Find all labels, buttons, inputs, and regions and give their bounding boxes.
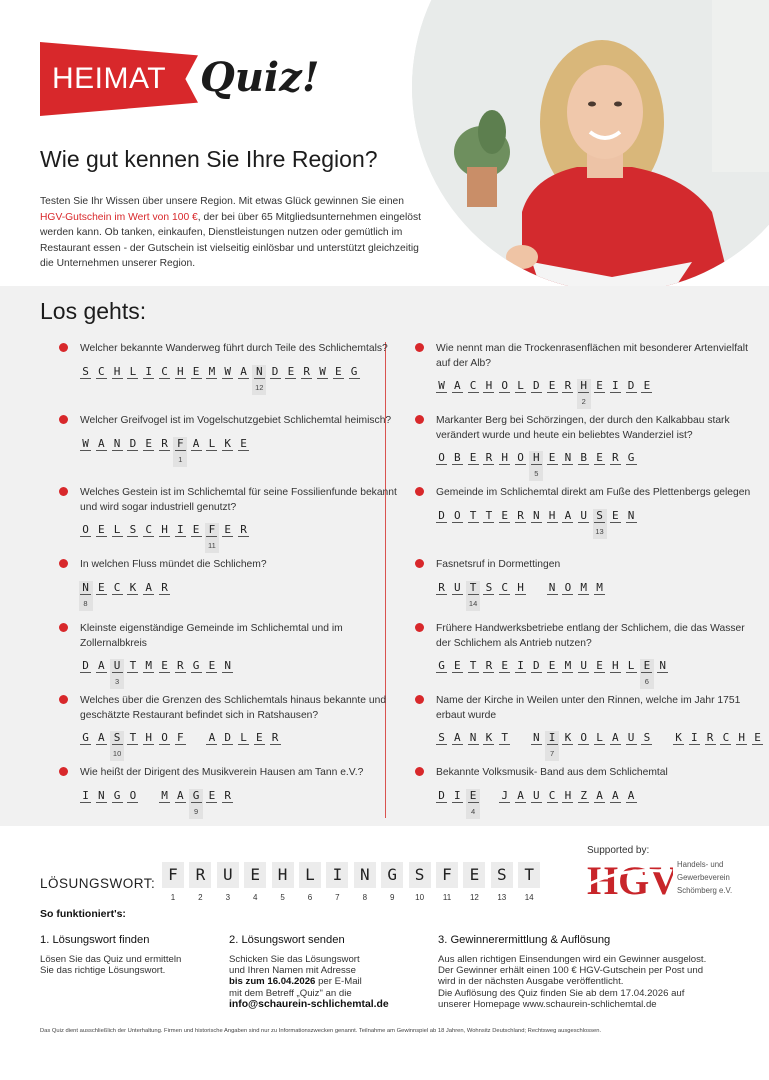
answer-letter: E — [641, 379, 652, 393]
answer-letter: N — [254, 365, 265, 379]
hint-number: 4 — [471, 806, 476, 816]
bullet-icon — [59, 343, 68, 352]
answer-letter: T — [483, 509, 494, 523]
answer-letter: K — [562, 731, 573, 745]
answer-letter: C — [159, 365, 170, 379]
answer-row — [436, 789, 756, 817]
answer-letter: O — [127, 789, 138, 803]
bullet-icon — [415, 623, 424, 632]
answer-letter: C — [468, 379, 479, 393]
answer-letter: A — [143, 581, 154, 595]
answer-letter: E — [499, 509, 510, 523]
answer-letter: O — [159, 731, 170, 745]
step-1: 1. Lösungswort finden Lösen Sie das Quiz und ermitteln Sie das richtige Lösungswort. — [40, 934, 182, 977]
answer-letter: B — [452, 451, 463, 465]
answer-letter: S — [436, 731, 447, 745]
answer-row — [436, 731, 761, 759]
answer-letter: A — [562, 509, 573, 523]
answer-letter: A — [515, 789, 526, 803]
answer-letter: N — [562, 451, 573, 465]
answer-letter: M — [594, 581, 605, 595]
bullet-icon — [59, 487, 68, 496]
hint-number: 2 — [581, 397, 586, 406]
answer-letter: G — [626, 451, 637, 465]
answer-row — [80, 523, 400, 551]
bullet-icon — [59, 767, 68, 776]
answer-letter: A — [96, 659, 107, 673]
answer-letter: L — [112, 523, 123, 537]
answer-letter: C — [112, 581, 123, 595]
answer-letter: W — [222, 365, 233, 379]
solution-letter: H — [272, 862, 294, 888]
question-item — [80, 622, 400, 687]
answer-letter: S — [127, 523, 138, 537]
answer-letter: N — [626, 509, 637, 523]
answer-letter: U — [112, 659, 123, 673]
answer-letter: F — [175, 731, 186, 745]
answer-letter: G — [191, 659, 202, 673]
answer-letter: E — [594, 451, 605, 465]
answer-letter: N — [222, 659, 233, 673]
bullet-icon — [59, 559, 68, 568]
answer-letter: U — [578, 509, 589, 523]
question-text: Welches über die Grenzen des Schlichemtals hinaus bekannte und geschätzte Restaurant befindet sich in Ratshausen? — [80, 695, 387, 721]
answer-letter: W — [436, 379, 447, 393]
hint-number: 6 — [644, 677, 649, 686]
answer-letter: S — [80, 365, 91, 379]
answer-letter: E — [96, 523, 107, 537]
hint-number: 13 — [595, 526, 604, 536]
contact-email: info@schaurein-schlichemtal.de — [229, 998, 389, 1010]
answer-letter: D — [531, 659, 542, 673]
woman-photo — [412, 0, 769, 292]
hint-number: 14 — [468, 598, 478, 608]
answer-letter: E — [96, 581, 107, 595]
answer-letter: D — [270, 365, 281, 379]
answer-row — [80, 365, 400, 393]
answer-letter: H — [143, 731, 154, 745]
answer-letter: U — [531, 789, 542, 803]
question-item — [436, 622, 756, 687]
solution-letter: S — [409, 862, 431, 888]
solution-number: 5 — [280, 893, 285, 902]
hint-number: 1 — [178, 454, 183, 464]
answer-letter: B — [578, 451, 589, 465]
solution-number: 11 — [442, 893, 452, 902]
answer-letter: A — [610, 731, 621, 745]
answer-letter: J — [499, 789, 510, 803]
answer-letter: M — [159, 789, 170, 803]
answer-letter: R — [436, 581, 447, 595]
question-item — [80, 414, 400, 465]
section-title: Los gehts: — [40, 298, 147, 324]
answer-letter: N — [657, 659, 668, 673]
answer-letter: R — [175, 659, 186, 673]
answer-row — [436, 451, 756, 479]
answer-letter: K — [127, 581, 138, 595]
answer-letter: T — [468, 581, 479, 595]
answer-letter: L — [594, 731, 605, 745]
question-item — [80, 766, 400, 817]
answer-letter: F — [175, 437, 186, 451]
answer-letter: N — [531, 509, 542, 523]
solution-letter: T — [518, 862, 540, 888]
question-item — [436, 342, 756, 407]
answer-letter: E — [238, 437, 249, 451]
answer-letter: H — [531, 451, 542, 465]
hgv-logo-text: HGV — [587, 858, 673, 900]
answer-row — [80, 581, 400, 609]
answer-letter: A — [96, 437, 107, 451]
answer-letter: A — [191, 437, 202, 451]
answer-letter: E — [452, 659, 463, 673]
hint-number: 3 — [115, 677, 120, 686]
answer-letter: H — [736, 731, 747, 745]
answer-letter: S — [112, 731, 123, 745]
answer-letter: O — [499, 379, 510, 393]
answer-letter: T — [468, 509, 479, 523]
answer-row — [80, 437, 400, 465]
solution-number: 13 — [497, 893, 507, 902]
answer-letter: E — [468, 451, 479, 465]
answer-letter: R — [222, 789, 233, 803]
answer-letter: U — [626, 731, 637, 745]
solution-number: 12 — [469, 893, 479, 902]
answer-letter: A — [452, 731, 463, 745]
answer-letter: E — [191, 523, 202, 537]
solution-number: 7 — [335, 893, 340, 902]
answer-letter: N — [96, 789, 107, 803]
answer-letter: D — [626, 379, 637, 393]
answer-letter: T — [127, 731, 138, 745]
question-text: Fasnetsruf in Dormettingen — [436, 559, 561, 570]
solution-letter: N — [354, 862, 376, 888]
answer-letter: R — [483, 659, 494, 673]
solution-number: 3 — [225, 893, 231, 902]
hint-number: 10 — [112, 749, 122, 758]
solution-letter: G — [381, 862, 403, 888]
answer-letter: L — [626, 659, 637, 673]
answer-row — [80, 731, 400, 759]
question-item — [80, 694, 400, 759]
answer-letter: S — [641, 731, 652, 745]
answer-letter: I — [610, 379, 621, 393]
answer-letter: G — [112, 789, 123, 803]
answer-row — [80, 659, 400, 687]
hint-number: 5 — [534, 469, 539, 478]
answer-letter: L — [238, 731, 249, 745]
question-text: Markanter Berg bei Schörzingen, der durch den Kalkabbau stark verändert wurde und heute ein beliebtes Wanderziel ist? — [436, 415, 730, 441]
hint-number: 7 — [550, 749, 555, 758]
answer-letter: M — [143, 659, 154, 673]
question-item — [80, 486, 400, 551]
question-item — [436, 766, 756, 817]
answer-row — [436, 581, 756, 609]
answer-letter: E — [610, 509, 621, 523]
bullet-icon — [59, 695, 68, 704]
answer-letter: I — [452, 789, 463, 803]
answer-letter: G — [349, 365, 360, 379]
answer-letter: D — [531, 379, 542, 393]
question-text: Welcher Greifvogel ist im Vogelschutzgebiet Schlichemtal heimisch? — [80, 415, 392, 426]
answer-letter: W — [317, 365, 328, 379]
answer-letter: K — [222, 437, 233, 451]
answer-letter: G — [191, 789, 202, 803]
answer-letter: Z — [578, 789, 589, 803]
answer-letter: I — [515, 659, 526, 673]
question-item — [80, 558, 400, 609]
footer-disclaimer: Das Quiz dient ausschließlich der Unterhaltung. Firmen und historische Angaben sind nur zu Informationszwecken genannt. Teilnahme am Gewinnspiel ab 18 Jahren, Wohnsitz Deutschland; Rechtsweg ausgeschlossen. — [40, 1028, 602, 1034]
headline: Wie gut kennen Sie Ihre Region? — [40, 146, 378, 172]
hint-number: 12 — [255, 382, 264, 392]
question-text: Name der Kirche in Weilen unter den Rinnen, welche im Jahr 1751 erbaut wurde — [436, 695, 741, 721]
answer-letter: E — [333, 365, 344, 379]
answer-letter: R — [515, 509, 526, 523]
answer-letter: N — [547, 581, 558, 595]
answer-letter: O — [80, 523, 91, 537]
answer-letter: O — [436, 451, 447, 465]
how-it-works-title: So funktioniert's: — [40, 908, 126, 920]
answer-letter: N — [468, 731, 479, 745]
bullet-icon — [415, 695, 424, 704]
bullet-icon — [415, 343, 424, 352]
question-text: Welcher bekannte Wanderweg führt durch Teile des Schlichemtals? — [80, 343, 388, 354]
answer-letter: H — [610, 659, 621, 673]
answer-letter: M — [578, 581, 589, 595]
answer-letter: H — [515, 581, 526, 595]
answer-letter: O — [452, 509, 463, 523]
answer-letter: A — [96, 731, 107, 745]
answer-letter: E — [159, 659, 170, 673]
question-item — [436, 414, 756, 479]
answer-letter: R — [270, 731, 281, 745]
bullet-icon — [415, 767, 424, 776]
answer-letter: L — [515, 379, 526, 393]
hint-number: 8 — [83, 598, 88, 608]
answer-letter: D — [436, 509, 447, 523]
bullet-icon — [415, 487, 424, 496]
logo-quiz-text: Quiz! — [200, 54, 320, 101]
answer-letter: O — [515, 451, 526, 465]
solution-number: 8 — [362, 893, 368, 902]
answer-letter: R — [610, 451, 621, 465]
solution-letter: E — [244, 862, 266, 888]
answer-letter: N — [80, 581, 91, 595]
solution-letter: F — [436, 862, 458, 888]
answer-letter: R — [301, 365, 312, 379]
bullet-icon — [59, 623, 68, 632]
answer-letter: R — [705, 731, 716, 745]
answer-letter: T — [468, 659, 479, 673]
logo-heimat-text: HEIMAT — [52, 62, 167, 95]
answer-letter: E — [499, 659, 510, 673]
answer-letter: E — [206, 659, 217, 673]
answer-letter: A — [238, 365, 249, 379]
question-text: Welches Gestein ist im Schlichemtal für seine Fossilienfunde bekannt und wird sogar industriell genutzt? — [80, 487, 397, 513]
question-text: Frühere Handwerksbetriebe entlang der Schlichem, die das Wasser der Schlichem als Antrieb nutzen? — [436, 623, 745, 649]
voucher-highlight: HGV-Gutschein im Wert von 100 € — [40, 211, 198, 223]
solution-number: 1 — [170, 893, 176, 902]
answer-letter: E — [594, 379, 605, 393]
solution-letter: F — [162, 862, 184, 888]
answer-letter: N — [112, 437, 123, 451]
bullet-icon — [415, 559, 424, 568]
answer-letter: L — [206, 437, 217, 451]
step-3: 3. Gewinnerermittlung & Auflösung Aus allen richtigen Einsendungen wird ein Gewinner ausgelost. Der Gewinner erhält einen 100 € HGV-Gutschein per Post und wird in der nächsten Ausgabe veröffentlicht. Die Auflösung des Quiz finden Sie ab dem 17.04.2026 auf unserer Homepage www.schaurein-schlichemtal.de — [438, 934, 707, 1010]
solution-number: 4 — [252, 893, 258, 902]
answer-letter: E — [143, 437, 154, 451]
step-2: 2. Lösungswort senden Schicken Sie das Lösungswort und Ihren Namen mit Adresse bis zum 16.04.2026 per E-Mail mit dem Betreff „Quiz" an die info@schaurein-schlichemtal.de — [229, 934, 389, 1010]
answer-letter: I — [80, 789, 91, 803]
solution-label: LÖSUNGSWORT: — [40, 876, 156, 891]
question-item — [436, 486, 756, 537]
answer-letter: E — [206, 789, 217, 803]
hint-number: 9 — [194, 806, 199, 816]
solution-letter: R — [189, 862, 211, 888]
answer-letter: E — [468, 789, 479, 803]
answer-letter: M — [206, 365, 217, 379]
solution-letter: S — [491, 862, 513, 888]
answer-letter: H — [547, 509, 558, 523]
answer-letter: A — [626, 789, 637, 803]
solution-number: 6 — [307, 893, 313, 902]
answer-letter: H — [578, 379, 589, 393]
answer-letter: C — [720, 731, 731, 745]
supported-by-label: Supported by: — [587, 845, 650, 856]
question-text: Gemeinde im Schlichemtal direkt am Fuße des Plettenbergs gelegen — [436, 487, 751, 498]
answer-letter: T — [499, 731, 510, 745]
intro-text: Testen Sie Ihr Wissen über unsere Region. Mit etwas Glück gewinnen Sie einen HGV-Gutschein im Wert von 100 €, der bei über 65 Mitgliedsunternehmen eingelöst werden kann. Ob tanken, einkaufen, Dienstleistungen nutzen oder gemütlich im Restaurant essen - der Gutschein ist vielseitig einlösbar und unterstützt gleichzeitig die Unternehmen unserer Region. — [40, 196, 422, 269]
answer-letter: E — [254, 731, 265, 745]
solution-number: 2 — [198, 893, 203, 902]
answer-letter: H — [483, 379, 494, 393]
answer-letter: E — [222, 523, 233, 537]
answer-letter: M — [562, 659, 573, 673]
answer-letter: D — [222, 731, 233, 745]
answer-letter: T — [127, 659, 138, 673]
answer-letter: A — [610, 789, 621, 803]
answer-letter: I — [689, 731, 700, 745]
answer-letter: E — [547, 379, 558, 393]
answer-letter: D — [127, 437, 138, 451]
answer-letter: D — [80, 659, 91, 673]
answer-letter: A — [175, 789, 186, 803]
solution-letter: I — [326, 862, 348, 888]
answer-letter: R — [483, 451, 494, 465]
answer-letter: H — [112, 365, 123, 379]
question-text: Wie nennt man die Trockenrasenflächen mit besonderer Artenvielfalt auf der Alb? — [436, 343, 748, 369]
answer-row — [436, 379, 756, 407]
answer-letter: F — [206, 523, 217, 537]
answer-letter: I — [547, 731, 558, 745]
answer-letter: I — [143, 365, 154, 379]
answer-letter: E — [752, 731, 763, 745]
question-item — [80, 342, 400, 393]
hint-number: 11 — [207, 541, 216, 550]
solution-number: 14 — [524, 893, 534, 902]
answer-row — [436, 659, 756, 687]
answer-letter: O — [562, 581, 573, 595]
answer-letter: R — [159, 581, 170, 595]
solution-number: 10 — [415, 893, 425, 902]
answer-letter: L — [127, 365, 138, 379]
bullet-icon — [59, 415, 68, 424]
solution-letter: E — [463, 862, 485, 888]
answer-letter: E — [641, 659, 652, 673]
answer-letter: H — [499, 451, 510, 465]
question-item — [436, 694, 761, 759]
answer-letter: K — [483, 731, 494, 745]
answer-letter: E — [191, 365, 202, 379]
solution-number: 9 — [389, 893, 395, 902]
answer-letter: C — [143, 523, 154, 537]
answer-letter: E — [547, 451, 558, 465]
bullet-icon — [415, 415, 424, 424]
answer-letter: S — [594, 509, 605, 523]
answer-letter: C — [96, 365, 107, 379]
answer-letter: A — [206, 731, 217, 745]
answer-letter: K — [673, 731, 684, 745]
answer-letter: R — [159, 437, 170, 451]
answer-letter: O — [578, 731, 589, 745]
answer-letter: D — [436, 789, 447, 803]
hgv-logo — [587, 858, 673, 905]
answer-letter: A — [594, 789, 605, 803]
answer-letter: E — [547, 659, 558, 673]
answer-letter: H — [159, 523, 170, 537]
answer-letter: C — [499, 581, 510, 595]
question-text: Kleinste eigenständige Gemeinde im Schlichemtal und im Zollernalbkreis — [80, 623, 343, 649]
question-text: Bekannte Volksmusik- Band aus dem Schlichemtal — [436, 767, 668, 778]
answer-letter: H — [175, 365, 186, 379]
answer-letter: A — [452, 379, 463, 393]
solution-letter: L — [299, 862, 321, 888]
solution-letter: U — [217, 862, 239, 888]
answer-row — [80, 789, 400, 817]
answer-letter: H — [562, 789, 573, 803]
answer-letter: S — [483, 581, 494, 595]
answer-letter: E — [594, 659, 605, 673]
answer-letter: E — [285, 365, 296, 379]
answer-letter: U — [452, 581, 463, 595]
question-text: Wie heißt der Dirigent des Musikverein Hausen am Tann e.V.? — [80, 767, 364, 778]
answer-letter: I — [175, 523, 186, 537]
question-text: In welchen Fluss mündet die Schlichem? — [80, 559, 267, 570]
answer-letter: N — [531, 731, 542, 745]
answer-letter: C — [547, 789, 558, 803]
answer-letter: G — [80, 731, 91, 745]
answer-letter: W — [80, 437, 91, 451]
answer-letter: G — [436, 659, 447, 673]
answer-row — [436, 509, 756, 537]
question-item — [436, 558, 756, 609]
answer-letter: R — [238, 523, 249, 537]
sponsor-name: Handels- und Gewerbeverein Schömberg e.V. — [677, 860, 733, 895]
answer-letter: R — [562, 379, 573, 393]
answer-letter: U — [578, 659, 589, 673]
